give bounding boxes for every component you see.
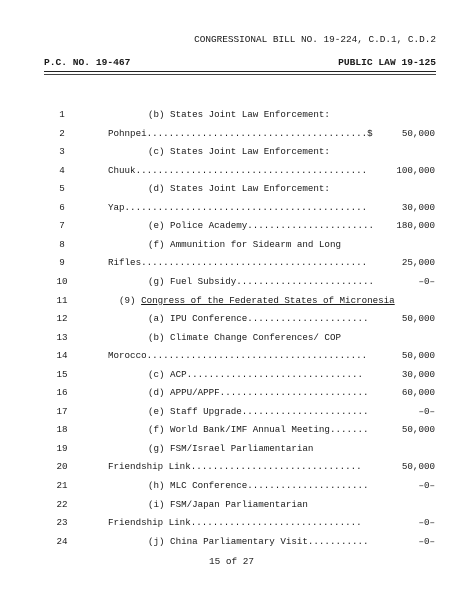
line-amount: –0– bbox=[418, 535, 435, 547]
line-body: (h) MLC Conference...................... bbox=[148, 480, 369, 491]
line-number: 2 bbox=[59, 127, 65, 139]
line-amount: 180,000 bbox=[396, 220, 435, 232]
line-number: 24 bbox=[56, 535, 68, 547]
line-number: 8 bbox=[59, 238, 65, 250]
line-number: 19 bbox=[56, 442, 68, 454]
line-amount: –0– bbox=[418, 480, 435, 491]
line-15 bbox=[0, 369, 463, 382]
line-number: 7 bbox=[59, 220, 65, 232]
line-number: 16 bbox=[56, 387, 68, 399]
line-text bbox=[108, 165, 367, 176]
line-6 bbox=[0, 202, 463, 215]
line-text bbox=[148, 499, 308, 510]
page-number: 15 of 27 bbox=[208, 556, 254, 567]
line-body: (e) Police Academy....................... bbox=[148, 220, 375, 232]
line-body: (c) States Joint Law Enforcement: bbox=[148, 146, 330, 158]
line-7 bbox=[0, 220, 463, 233]
line-text bbox=[108, 202, 367, 213]
line-number: 11 bbox=[56, 294, 68, 306]
line-text bbox=[148, 387, 369, 398]
line-amount: 50,000 bbox=[401, 350, 435, 362]
line-body: (f) World Bank/IMF Annual Meeting....... bbox=[148, 424, 369, 436]
line-number: 4 bbox=[59, 164, 65, 176]
line-number: 3 bbox=[59, 146, 65, 158]
line-text bbox=[148, 183, 330, 194]
line-number: 1 bbox=[59, 109, 65, 120]
line-4 bbox=[0, 165, 463, 178]
line-amount: 30,000 bbox=[401, 368, 435, 380]
line-17 bbox=[0, 406, 463, 419]
line-text bbox=[148, 146, 330, 157]
line-13 bbox=[0, 332, 463, 345]
line-number: 9 bbox=[59, 257, 65, 269]
line-amount: 100,000 bbox=[396, 164, 435, 176]
header-row bbox=[44, 57, 436, 69]
line-23 bbox=[0, 517, 463, 530]
line-text bbox=[108, 257, 367, 268]
line-16 bbox=[0, 387, 463, 400]
line-number: 22 bbox=[56, 498, 68, 510]
line-text bbox=[148, 276, 374, 287]
line-text bbox=[148, 313, 369, 324]
line-amount: 50,000 bbox=[401, 127, 435, 139]
line-body: (g) Fuel Subsidy......................... bbox=[148, 275, 375, 287]
line-12 bbox=[0, 313, 463, 326]
line-number: 6 bbox=[59, 201, 65, 213]
line-22 bbox=[0, 499, 463, 512]
line-text bbox=[148, 109, 330, 120]
line-body: (c) ACP................................ bbox=[148, 368, 364, 380]
line-text bbox=[108, 350, 367, 361]
line-body: Friendship Link............................... bbox=[108, 461, 362, 473]
line-amount: 30,000 bbox=[401, 201, 435, 213]
section-number: (9) bbox=[119, 294, 142, 306]
line-number: 14 bbox=[56, 350, 68, 362]
line-number: 13 bbox=[56, 331, 68, 343]
line-text bbox=[148, 536, 369, 547]
line-text bbox=[148, 443, 313, 454]
line-text bbox=[148, 369, 363, 380]
line-21 bbox=[0, 480, 463, 493]
line-body: Friendship Link............................... bbox=[108, 517, 362, 529]
line-amount: –0– bbox=[418, 275, 435, 287]
line-amount: –0– bbox=[418, 405, 435, 417]
line-number: 17 bbox=[56, 405, 68, 417]
line-body: (d) States Joint Law Enforcement: bbox=[148, 183, 330, 195]
line-amount: 50,000 bbox=[401, 313, 435, 325]
line-body: (f) Ammunition for Sidearm and Long bbox=[148, 238, 341, 250]
line-body: (b) Climate Change Conferences/ COP bbox=[148, 331, 341, 343]
line-number: 15 bbox=[56, 368, 68, 380]
line-2 bbox=[0, 128, 463, 141]
line-body: Pohnpei........................................$ bbox=[108, 127, 373, 139]
line-body: (g) FSM/Israel Parliamentarian bbox=[148, 442, 314, 454]
line-body: Chuuk.......................................... bbox=[108, 164, 368, 176]
line-1 bbox=[0, 109, 463, 122]
line-14 bbox=[0, 350, 463, 363]
line-body: (j) China Parliamentary Visit........... bbox=[148, 535, 369, 547]
line-body: (e) Staff Upgrade....................... bbox=[148, 405, 369, 417]
line-20 bbox=[0, 461, 463, 474]
line-text bbox=[148, 406, 369, 417]
line-18 bbox=[0, 424, 463, 437]
line-10 bbox=[0, 276, 463, 289]
pc-number: P.C. NO. 19-467 bbox=[44, 57, 131, 68]
line-text bbox=[148, 239, 341, 250]
line-11 bbox=[0, 295, 463, 308]
line-amount: 25,000 bbox=[401, 257, 435, 269]
line-body: Yap............................................ bbox=[108, 201, 368, 213]
line-text bbox=[108, 517, 362, 528]
line-text bbox=[148, 480, 369, 491]
public-law-number: PUBLIC LAW 19-125 bbox=[338, 57, 436, 68]
line-amount: 60,000 bbox=[401, 387, 435, 399]
bill-number-header: CONGRESSIONAL BILL NO. 19-224, C.D.1, C.D.2 bbox=[194, 34, 436, 45]
line-body: Morocco........................................ bbox=[108, 350, 368, 362]
line-body: (i) FSM/Japan Parliamentarian bbox=[148, 498, 308, 510]
section-heading: Congress of the Federated States of Micronesia bbox=[141, 294, 395, 306]
line-text bbox=[148, 332, 341, 343]
line-amount: –0– bbox=[418, 517, 435, 529]
line-9 bbox=[0, 257, 463, 270]
line-amount: 50,000 bbox=[401, 424, 435, 436]
line-number: 18 bbox=[56, 424, 68, 436]
line-number: 20 bbox=[56, 461, 68, 473]
line-text bbox=[108, 128, 373, 139]
line-number: 23 bbox=[56, 517, 68, 529]
line-text bbox=[148, 220, 374, 231]
line-text bbox=[108, 461, 362, 472]
line-5 bbox=[0, 183, 463, 196]
line-body: (a) IPU Conference...................... bbox=[148, 313, 369, 325]
line-text bbox=[148, 424, 369, 435]
line-8 bbox=[0, 239, 463, 252]
line-body: (d) APPU/APPF........................... bbox=[148, 387, 369, 399]
line-number: 12 bbox=[56, 313, 68, 325]
line-19 bbox=[0, 443, 463, 456]
line-number: 21 bbox=[56, 480, 68, 491]
line-amount: 50,000 bbox=[401, 461, 435, 473]
line-text bbox=[119, 295, 395, 306]
line-3 bbox=[0, 146, 463, 159]
line-24 bbox=[0, 536, 463, 549]
header-rule-thin bbox=[44, 74, 436, 75]
line-number: 5 bbox=[59, 183, 65, 195]
header-rule-thick bbox=[44, 71, 436, 72]
line-body: Rifles......................................... bbox=[108, 257, 368, 269]
line-body: (b) States Joint Law Enforcement: bbox=[148, 109, 330, 120]
line-number: 10 bbox=[56, 275, 68, 287]
